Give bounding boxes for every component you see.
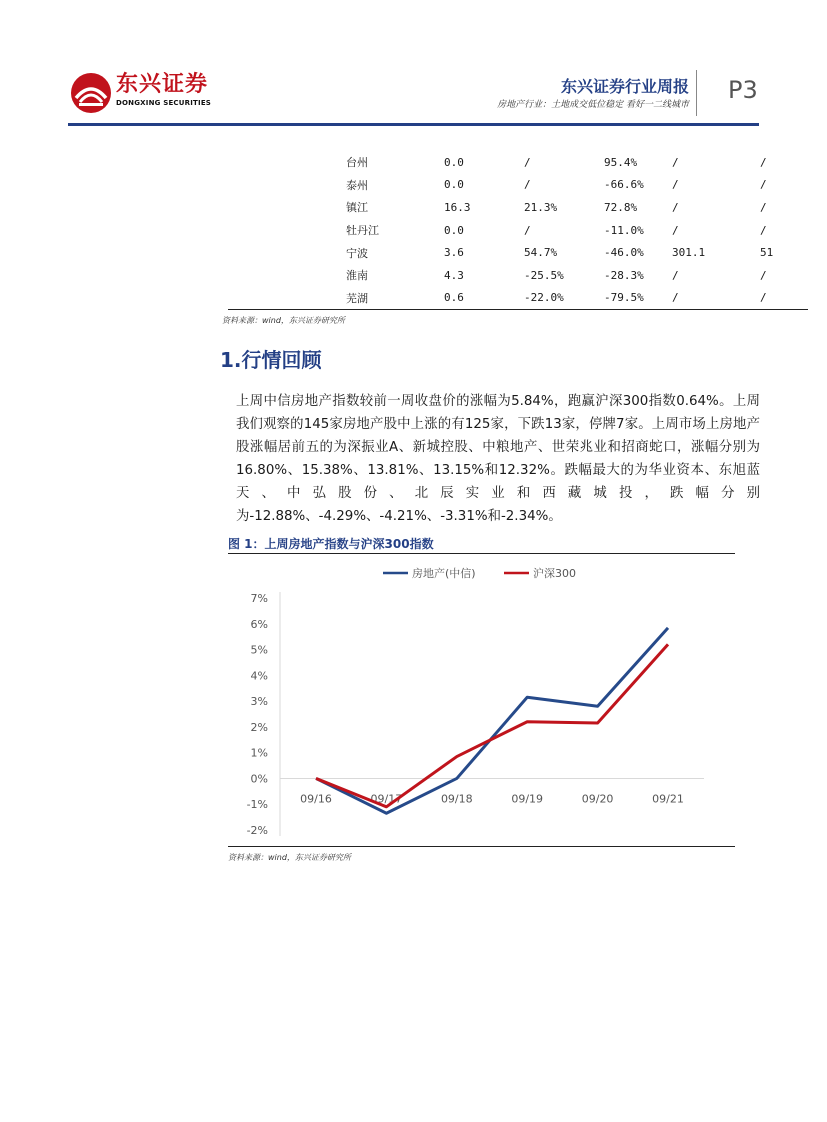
table-cell: -66.6% (604, 178, 644, 192)
x-tick-label: 09/16 (300, 792, 332, 806)
section-title: 1.行情回顾 (220, 348, 322, 372)
table-cell: 0.0 (444, 178, 464, 192)
table-cell: / (524, 178, 531, 192)
line-chart (228, 554, 735, 846)
x-tick-label: 09/20 (581, 792, 614, 806)
table-cell: / (760, 223, 767, 237)
x-tick-label: 09/17 (370, 792, 403, 806)
table-cell: 54.7% (524, 246, 558, 260)
table-cell: -46.0% (604, 246, 644, 260)
series-line-csi300 (316, 644, 668, 806)
legend-label-csi300: 沪深300 (533, 567, 576, 580)
legend-label-real-estate: 房地产(中信) (412, 567, 476, 580)
logo-text-en: DONGXING SECURITIES (116, 99, 212, 107)
table-cell: / (672, 178, 679, 192)
header-divider (696, 70, 697, 116)
y-tick-labels (247, 592, 268, 837)
table-cell: / (672, 268, 679, 282)
table-bottom-rule (228, 309, 808, 310)
city-cell: 宁波 (346, 246, 368, 260)
table-row (332, 196, 780, 219)
table-cell: / (760, 178, 767, 192)
table-cell: -25.5% (524, 268, 564, 282)
city-cell: 泰州 (346, 178, 368, 192)
y-tick-label: 3% (250, 695, 268, 709)
city-cell: 台州 (346, 156, 368, 170)
y-tick-label: 0% (250, 772, 268, 786)
table-source-note: 资料来源：wind，东兴证券研究所 (222, 316, 345, 325)
y-tick-label: 5% (250, 643, 268, 657)
figure-source-note: 资料来源：wind，东兴证券研究所 (228, 853, 351, 862)
city-cell: 牡丹江 (346, 224, 379, 238)
city-cell: 芜湖 (346, 291, 368, 305)
land-data-table (332, 151, 780, 309)
x-tick-label: 09/19 (511, 792, 544, 806)
table-cell: / (672, 223, 679, 237)
table-cell: -28.3% (604, 268, 644, 282)
city-cell: 淮南 (346, 269, 368, 283)
logo-icon (70, 72, 112, 114)
table-cell: / (760, 268, 767, 282)
y-tick-label: 6% (250, 617, 268, 631)
table-cell: / (760, 291, 767, 305)
table-row (332, 241, 780, 264)
table-row (332, 151, 780, 174)
table-row (332, 264, 780, 287)
y-tick-label: 4% (250, 669, 268, 683)
city-cell: 镇江 (346, 201, 368, 215)
table-cell: 0.0 (444, 223, 464, 237)
table-cell: -22.0% (524, 291, 564, 305)
figure-caption: 图 1：上周房地产指数与沪深300指数 (228, 537, 434, 551)
logo-text-cn: 东兴证券 (116, 72, 209, 97)
report-subtitle: 房地产行业：土地成交低位稳定 看好一二线城市 (497, 100, 689, 110)
table-cell: 4.3 (444, 268, 464, 282)
table-cell: 72.8% (604, 200, 638, 214)
x-tick-label: 09/18 (440, 792, 473, 806)
table-cell: / (760, 155, 767, 169)
series-line-real-estate (316, 628, 668, 813)
table-row (332, 219, 780, 242)
table-cell: 0.6 (444, 291, 464, 305)
y-tick-label: 2% (250, 720, 268, 734)
table-cell: 16.3 (444, 200, 471, 214)
table-row (332, 287, 780, 310)
table-cell: 301.1 (672, 246, 706, 260)
table-cell: / (672, 200, 679, 214)
section-paragraph: 上周中信房地产指数较前一周收盘价的涨幅为5.84%，跑赢沪深300指数0.64%。上周我们观察的145家房地产股中上涨的有125家，下跌13家，停牌7家。上周市场上房地产股涨幅居前五的为深振业A、新城控股、中粮地产、世荣兆业和招商蛇口，涨幅分别为16.80%、15.38%、13.81%、13.15%和12.32%。跌幅最大的为华业资本、东旭蓝天、中弘股份、北辰实业和西藏城投，跌幅分别为-12.88%、-4.29%、-4.21%、-3.31%和-2.34%。 (236, 394, 760, 524)
table-cell: 0.0 (444, 155, 464, 169)
table-cell: / (672, 291, 679, 305)
y-tick-label: 1% (250, 746, 268, 760)
table-cell: / (524, 223, 531, 237)
table-cell: / (524, 155, 531, 169)
table-cell: -11.0% (604, 223, 644, 237)
table-cell: 51 (760, 246, 774, 260)
figure-bottom-rule (228, 846, 735, 847)
x-tick-label: 09/21 (652, 792, 684, 806)
y-tick-label: -1% (246, 798, 268, 812)
page-number: P3 (728, 76, 758, 104)
header-rule (68, 123, 759, 126)
table-cell: -79.5% (604, 291, 644, 305)
table-row (332, 174, 780, 197)
chart-legend (383, 566, 576, 580)
table-cell: / (672, 155, 679, 169)
table-cell: 3.6 (444, 246, 464, 260)
table-cell: / (760, 200, 767, 214)
y-tick-label: 7% (250, 592, 268, 605)
table-cell: 21.3% (524, 200, 558, 214)
table-cell: 95.4% (604, 155, 638, 169)
report-title: 东兴证券行业周报 (560, 77, 689, 96)
y-tick-label: -2% (246, 824, 268, 837)
